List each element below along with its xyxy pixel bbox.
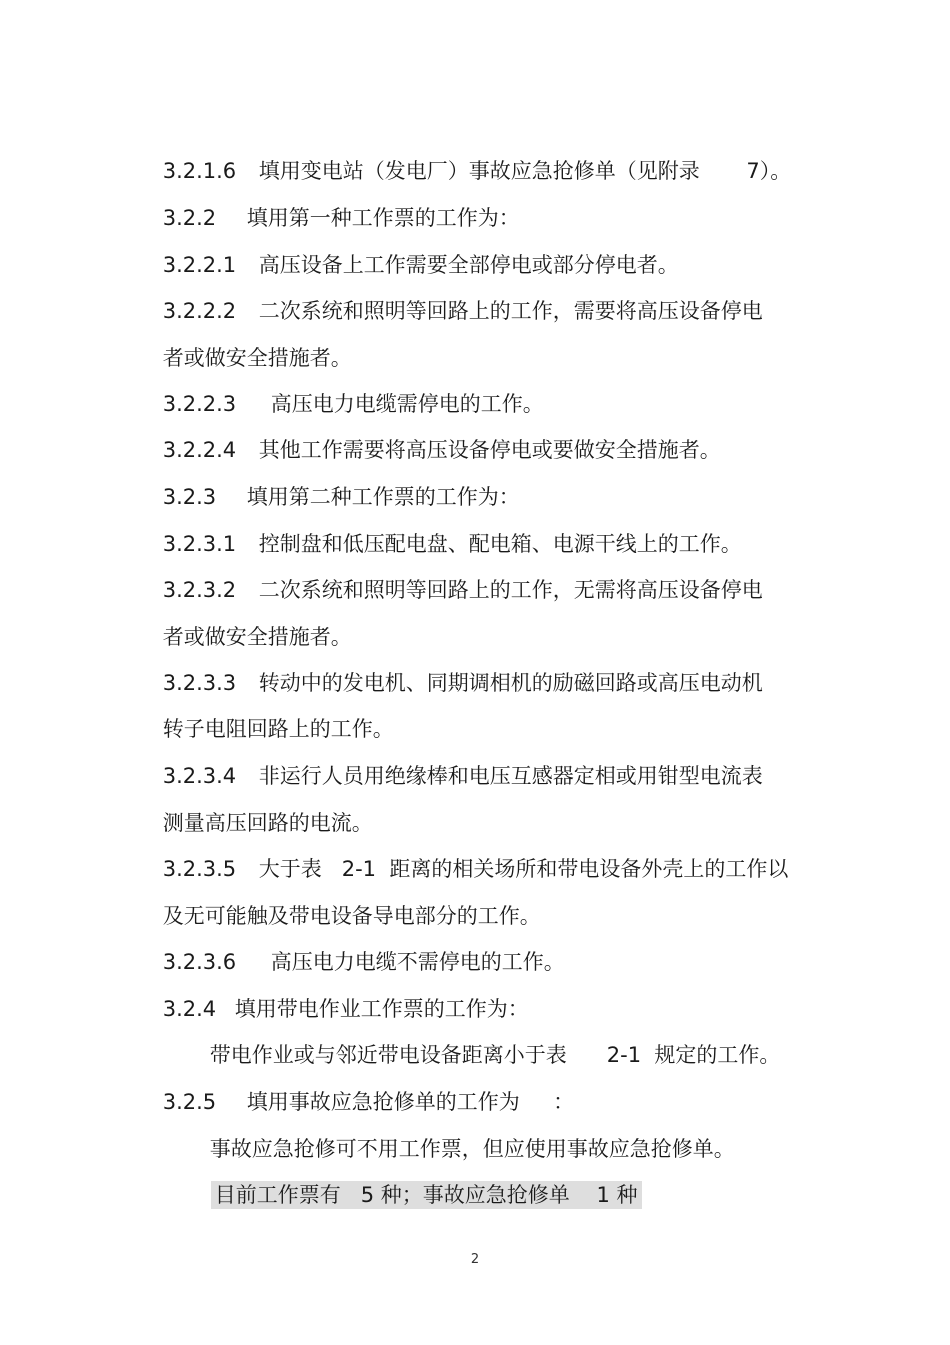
clause-number: 3.2.2.3 [162, 392, 237, 416]
clause-text: 测量高压回路的电流。 [162, 811, 373, 835]
clause-text: 事故应急抢修可不用工作票，但应使用事故应急抢修单。 [209, 1137, 735, 1161]
clause-text: 转动中的发电机、同期调相机的励磁回路或高压电动机 [258, 671, 763, 695]
clause-number: 3.2.2.1 [162, 253, 237, 277]
clause-text: 二次系统和照明等回路上的工作，无需将高压设备停电 [258, 578, 763, 602]
clause-text: 高压电力电缆需停电的工作。 [270, 392, 544, 416]
clause-number: 3.2.3.3 [162, 671, 237, 695]
clause-text: 及无可能触及带电设备导电部分的工作。 [162, 904, 541, 928]
clause-number: 3.2.3.4 [162, 764, 237, 788]
clause-text: 带电作业或与邻近带电设备距离小于表 2-1 规定的工作。 [209, 1043, 781, 1067]
clause-number: 3.2.1.6 [162, 159, 237, 183]
clause-text: 高压设备上工作需要全部停电或部分停电者。 [258, 253, 679, 277]
clause-text: 其他工作需要将高压设备停电或要做安全措施者。 [258, 438, 721, 462]
clause-text: 填用第二种工作票的工作为： [246, 485, 520, 509]
clause-number: 3.2.2.2 [162, 299, 237, 323]
highlighted-summary: 目前工作票有 5 种；事故应急抢修单 1 种 [211, 1181, 642, 1209]
clause-text: 高压电力电缆不需停电的工作。 [270, 950, 565, 974]
clause-number: 3.2.4 [162, 997, 217, 1021]
clause-text: 二次系统和照明等回路上的工作，需要将高压设备停电 [258, 299, 763, 323]
clause-text: 者或做安全措施者。 [162, 625, 352, 649]
clause-number: 3.2.2.4 [162, 438, 237, 462]
clause-number: 3.2.3 [162, 485, 217, 509]
summary-note [184, 1153, 642, 1237]
clause-number: 3.2.5 [162, 1090, 217, 1114]
clause-text: 填用带电作业工作票的工作为： [234, 997, 529, 1021]
clause-text: 控制盘和低压配电盘、配电箱、电源干线上的工作。 [258, 532, 742, 556]
clause-text: 非运行人员用绝缘棒和电压互感器定相或用钳型电流表 [258, 764, 763, 788]
clause-text: 大于表 2-1 距离的相关场所和带电设备外壳上的工作以 [258, 857, 789, 881]
clause-text: 填用第一种工作票的工作为： [246, 206, 520, 230]
clause-number: 3.2.3.6 [162, 950, 237, 974]
clause-text: 填用变电站（发电厂）事故应急抢修单（见附录 7）。 [258, 159, 792, 183]
page-number: 2 [470, 1252, 480, 1267]
clause-text: 转子电阻回路上的工作。 [162, 717, 394, 741]
clause-number: 3.2.3.5 [162, 857, 237, 881]
clause-text: 者或做安全措施者。 [162, 346, 352, 370]
clause-text: 填用事故应急抢修单的工作为 ： [246, 1090, 575, 1114]
clause-number: 3.2.2 [162, 206, 217, 230]
clause-number: 3.2.3.1 [162, 532, 237, 556]
clause-number: 3.2.3.2 [162, 578, 237, 602]
